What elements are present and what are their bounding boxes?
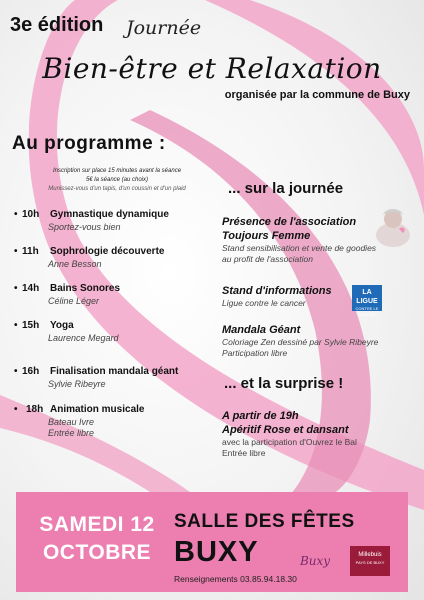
bullet: • <box>14 209 18 220</box>
event-venue: SALLE DES FÊTES <box>174 511 355 532</box>
item-entry-note: Entrée libre <box>48 428 95 438</box>
millebuis-logo-text: Millebuis <box>358 552 382 558</box>
association-title: Présence de l'association <box>222 216 357 228</box>
programme-item <box>14 283 214 307</box>
page-title: Bien-être et Relaxation <box>42 52 382 85</box>
programme-item <box>14 366 214 390</box>
item-time: 16h <box>22 366 40 377</box>
programme-item <box>14 209 214 233</box>
surprise-time: A partir de 19h <box>222 410 299 422</box>
programme-notes <box>12 167 222 194</box>
mandala-block <box>222 323 418 359</box>
ligue-logo-subtext: CONTRE LE CANCER <box>355 306 379 317</box>
ligue-contre-le-cancer-logo <box>352 285 382 317</box>
note-equipment: Munissez-vous d'un tapis, d'un coussin et d'un plaid <box>48 186 186 192</box>
info-phone: Renseignements 03.85.94.18.30 <box>174 574 297 584</box>
surprise-title: Apéritif Rose et dansant <box>222 424 349 436</box>
item-title: Bains Sonores <box>50 283 121 294</box>
journee-heading: ... sur la journée <box>228 180 344 197</box>
surprise-heading: ... et la surprise ! <box>224 375 344 392</box>
item-presenter: Sportez-vous bien <box>48 222 121 232</box>
portrait-photo-icon <box>375 205 411 247</box>
mandala-title: Mandala Géant <box>222 324 301 336</box>
note-price: 5€ la séance (au choix) <box>85 177 149 183</box>
mandala-participation: Participation libre <box>222 348 288 358</box>
stand-title: Stand d'informations <box>222 285 332 297</box>
item-presenter: Bateau Ivre <box>48 417 95 427</box>
item-time: 18h <box>26 404 44 415</box>
bullet: • <box>14 366 18 377</box>
event-town: BUXY <box>174 536 259 568</box>
surprise-desc: avec la participation d'Ouvrez le Bal <box>222 437 357 447</box>
organiser-text: organisée par la commune de Buxy <box>224 89 410 101</box>
item-time: 15h <box>22 320 40 331</box>
millebuis-logo <box>350 546 390 576</box>
programme-heading: Au programme : <box>12 133 166 154</box>
item-time: 11h <box>22 246 39 257</box>
millebuis-logo-subtext: PAYS DE BUXY <box>355 560 385 565</box>
item-presenter: Anne Besson <box>48 259 102 269</box>
bullet: • <box>14 283 18 294</box>
surprise-block <box>222 409 418 459</box>
surprise-entry: Entrée libre <box>222 448 266 458</box>
item-title: Gymnastique dynamique <box>50 209 169 220</box>
event-date <box>22 511 172 567</box>
ligue-logo-text: LA LIGUE <box>356 289 378 305</box>
buxy-logo: Buxy <box>299 554 331 568</box>
item-time: 14h <box>22 283 40 294</box>
item-title: Yoga <box>50 320 74 331</box>
stand-desc: Ligue contre le cancer <box>222 298 306 308</box>
item-title: Animation musicale <box>50 404 145 415</box>
item-presenter: Céline Léger <box>48 296 100 306</box>
programme-item <box>14 246 214 270</box>
programme-item <box>14 404 214 439</box>
item-time: 10h <box>22 209 40 220</box>
journee-label: Journée <box>126 17 202 39</box>
item-title: Sophrologie découverte <box>50 246 165 257</box>
association-desc-2: au profit de l'association <box>222 254 313 264</box>
bullet: • <box>14 246 18 257</box>
mandala-desc: Coloriage Zen dessiné par Sylvie Ribeyre <box>222 337 379 347</box>
bullet: • <box>14 320 18 331</box>
item-presenter: Sylvie Ribeyre <box>48 379 106 389</box>
note-registration: Inscription sur place 15 minutes avant la séance <box>52 168 182 174</box>
association-desc: Stand sensibilisation et vente de goodies <box>222 243 377 253</box>
item-title: Finalisation mandala géant <box>50 366 179 377</box>
event-date-day: SAMEDI 12 <box>39 513 155 536</box>
association-block <box>222 215 382 265</box>
programme-item <box>14 320 214 344</box>
event-date-month: OCTOBRE <box>42 541 152 564</box>
stand-block <box>222 284 362 309</box>
association-name: Toujours Femme <box>222 230 311 242</box>
edition-label: 3e édition <box>10 14 104 36</box>
item-presenter: Laurence Megard <box>48 333 119 343</box>
bullet: • <box>14 404 18 415</box>
